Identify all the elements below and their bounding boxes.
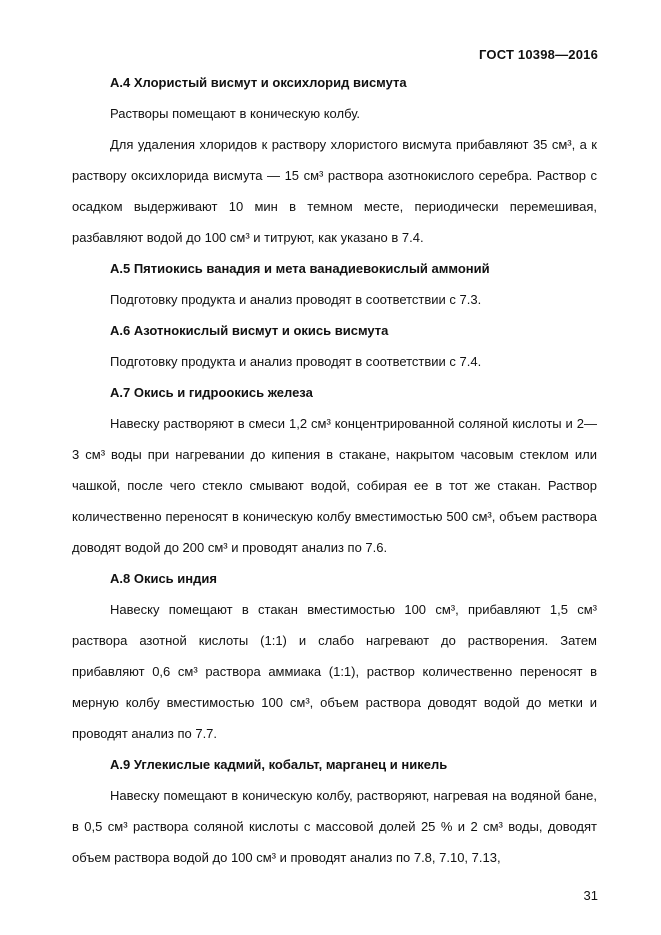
paragraph-a5-1: Подготовку продукта и анализ проводят в соответствии с 7.3. (110, 292, 482, 307)
document-body (72, 67, 597, 873)
paragraph-a8-1: Навеску помещают в стакан вместимостью 100 см³, прибавляют 1,5 см³ раствора азотной кислоты (1:1) и слабо нагревают до растворения. Затем прибавляют 0,6 см³ раствора аммиака (1:1), раствор количественно переносят в мерную колбу вместимостью 100 см³, объем раствора доводят водой до метки и проводят анализ по 7.7. (72, 602, 597, 741)
section-heading-a5: А.5 Пятиокись ванадия и мета ванадиевокислый аммоний (110, 261, 490, 276)
section-heading-a6: А.6 Азотнокислый висмут и окись висмута (110, 323, 389, 338)
paragraph-a7-1: Навеску растворяют в смеси 1,2 см³ концентрированной соляной кислоты и 2—3 см³ воды при нагревании до кипения в стакане, накрытом часовым стеклом или чашкой, после чего стекло смывают водой, собирая ее в тот же стакан. Раствор количественно переносят в коническую колбу вместимостью 500 см³, объем раствора доводят водой до 200 см³ и проводят анализ по 7.6. (72, 416, 597, 555)
standard-header: ГОСТ 10398—2016 (479, 47, 598, 62)
paragraph-a6-1: Подготовку продукта и анализ проводят в соответствии с 7.4. (110, 354, 482, 369)
paragraph-a4-2: Для удаления хлоридов к раствору хлористого висмута прибавляют 35 см³, а к раствору оксихлорида висмута — 15 см³ раствора азотнокислого серебра. Раствор с осадком выдерживают 10 мин в темном месте, периодически перемешивая, разбавляют водой до 100 см³ и титруют, как указано в 7.4. (72, 137, 597, 245)
page-number: 31 (583, 888, 598, 903)
section-heading-a7: А.7 Окись и гидроокись железа (110, 385, 313, 400)
section-heading-a8: А.8 Окись индия (110, 571, 217, 586)
section-heading-a9: А.9 Углекислые кадмий, кобальт, марганец и никель (110, 757, 448, 772)
paragraph-a4-1: Растворы помещают в коническую колбу. (110, 106, 361, 121)
section-heading-a4: А.4 Хлористый висмут и оксихлорид висмута (110, 75, 407, 90)
paragraph-a9-1: Навеску помещают в коническую колбу, растворяют, нагревая на водяной бане, в 0,5 см³ раствора соляной кислоты с массовой долей 25 % и 2 см³ воды, доводят объем раствора водой до 100 см³ и проводят анализ по 7.8, 7.10, 7.13, (72, 788, 597, 865)
